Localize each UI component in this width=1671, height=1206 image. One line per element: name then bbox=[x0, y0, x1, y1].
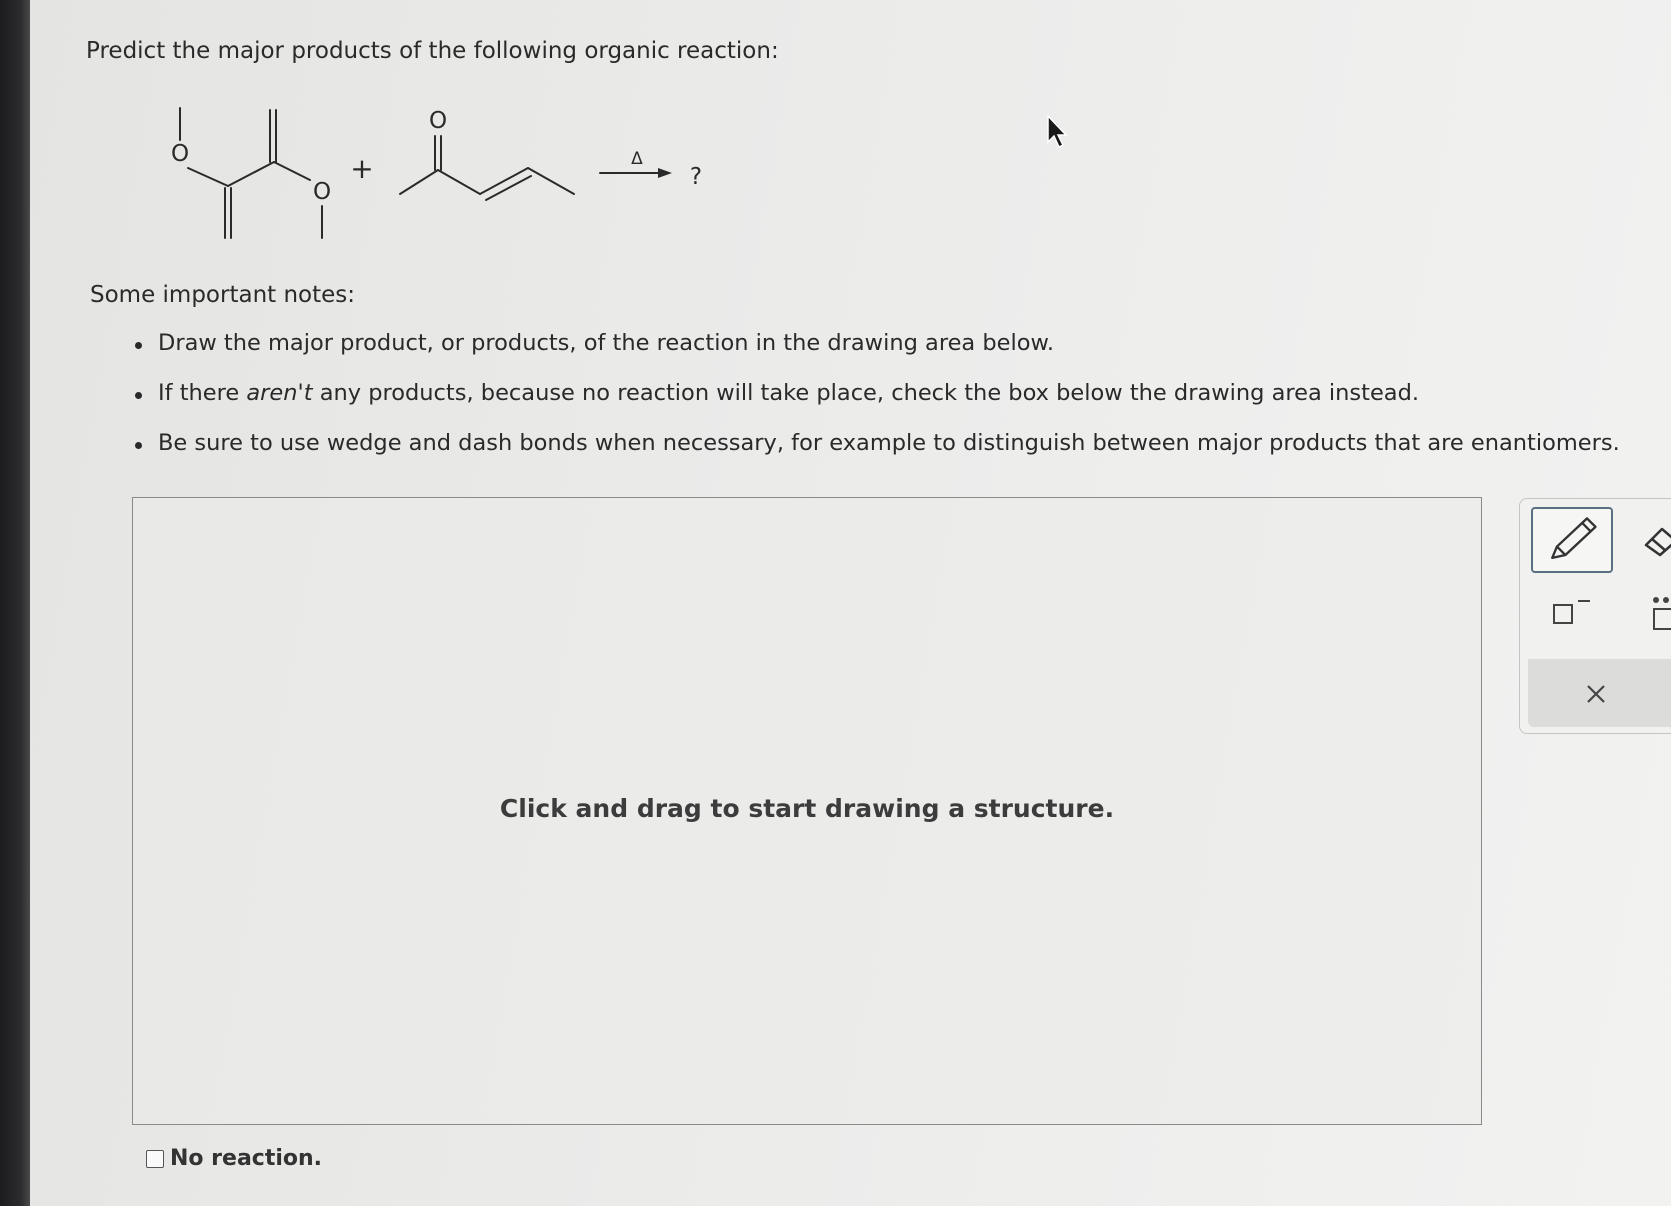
heat-condition: Δ bbox=[631, 149, 643, 169]
no-reaction-label: No reaction. bbox=[170, 1146, 323, 1171]
mouse-cursor-icon bbox=[1046, 114, 1068, 150]
bond bbox=[228, 162, 274, 186]
note-item: Be sure to use wedge and dash bonds when necessary, for example to distinguish between major products that are enantiomers. bbox=[130, 430, 1620, 480]
drawing-canvas[interactable] bbox=[132, 497, 1482, 1125]
bond bbox=[400, 170, 438, 194]
drawing-hint: Click and drag to start drawing a structure. bbox=[499, 794, 1115, 823]
note-item: Draw the major product, or products, of the reaction in the drawing area below. bbox=[130, 330, 1620, 380]
pencil-tool-button[interactable] bbox=[1531, 507, 1613, 573]
eraser-icon[interactable] bbox=[1642, 521, 1671, 557]
atom-o3: O bbox=[428, 108, 448, 134]
notes-list bbox=[130, 330, 1620, 480]
charge-icon[interactable] bbox=[1552, 595, 1594, 629]
product-unknown: ? bbox=[689, 164, 703, 190]
bond bbox=[528, 168, 574, 194]
question-text: Predict the major products of the following organic reaction: bbox=[86, 38, 779, 64]
atom-o2: O bbox=[312, 179, 332, 205]
bond bbox=[188, 168, 228, 186]
note-item: If there aren't any products, because no reaction will take place, check the box below the drawing area instead. bbox=[130, 380, 1620, 430]
arrow-head bbox=[658, 168, 672, 178]
plus-sign: + bbox=[350, 152, 374, 185]
bond bbox=[274, 162, 310, 180]
bond bbox=[438, 170, 480, 194]
notes-title: Some important notes: bbox=[90, 282, 356, 308]
atom-o1: O bbox=[170, 141, 190, 167]
screen-bezel bbox=[0, 0, 30, 1206]
pencil-icon bbox=[1533, 509, 1611, 571]
template-icon[interactable] bbox=[1648, 595, 1671, 631]
reaction-scheme bbox=[150, 98, 750, 248]
clear-button[interactable] bbox=[1528, 659, 1671, 727]
checkbox-box[interactable] bbox=[146, 1150, 164, 1168]
close-icon bbox=[1585, 683, 1607, 705]
no-reaction-checkbox[interactable] bbox=[146, 1146, 322, 1171]
drawing-toolbar bbox=[1519, 498, 1671, 734]
